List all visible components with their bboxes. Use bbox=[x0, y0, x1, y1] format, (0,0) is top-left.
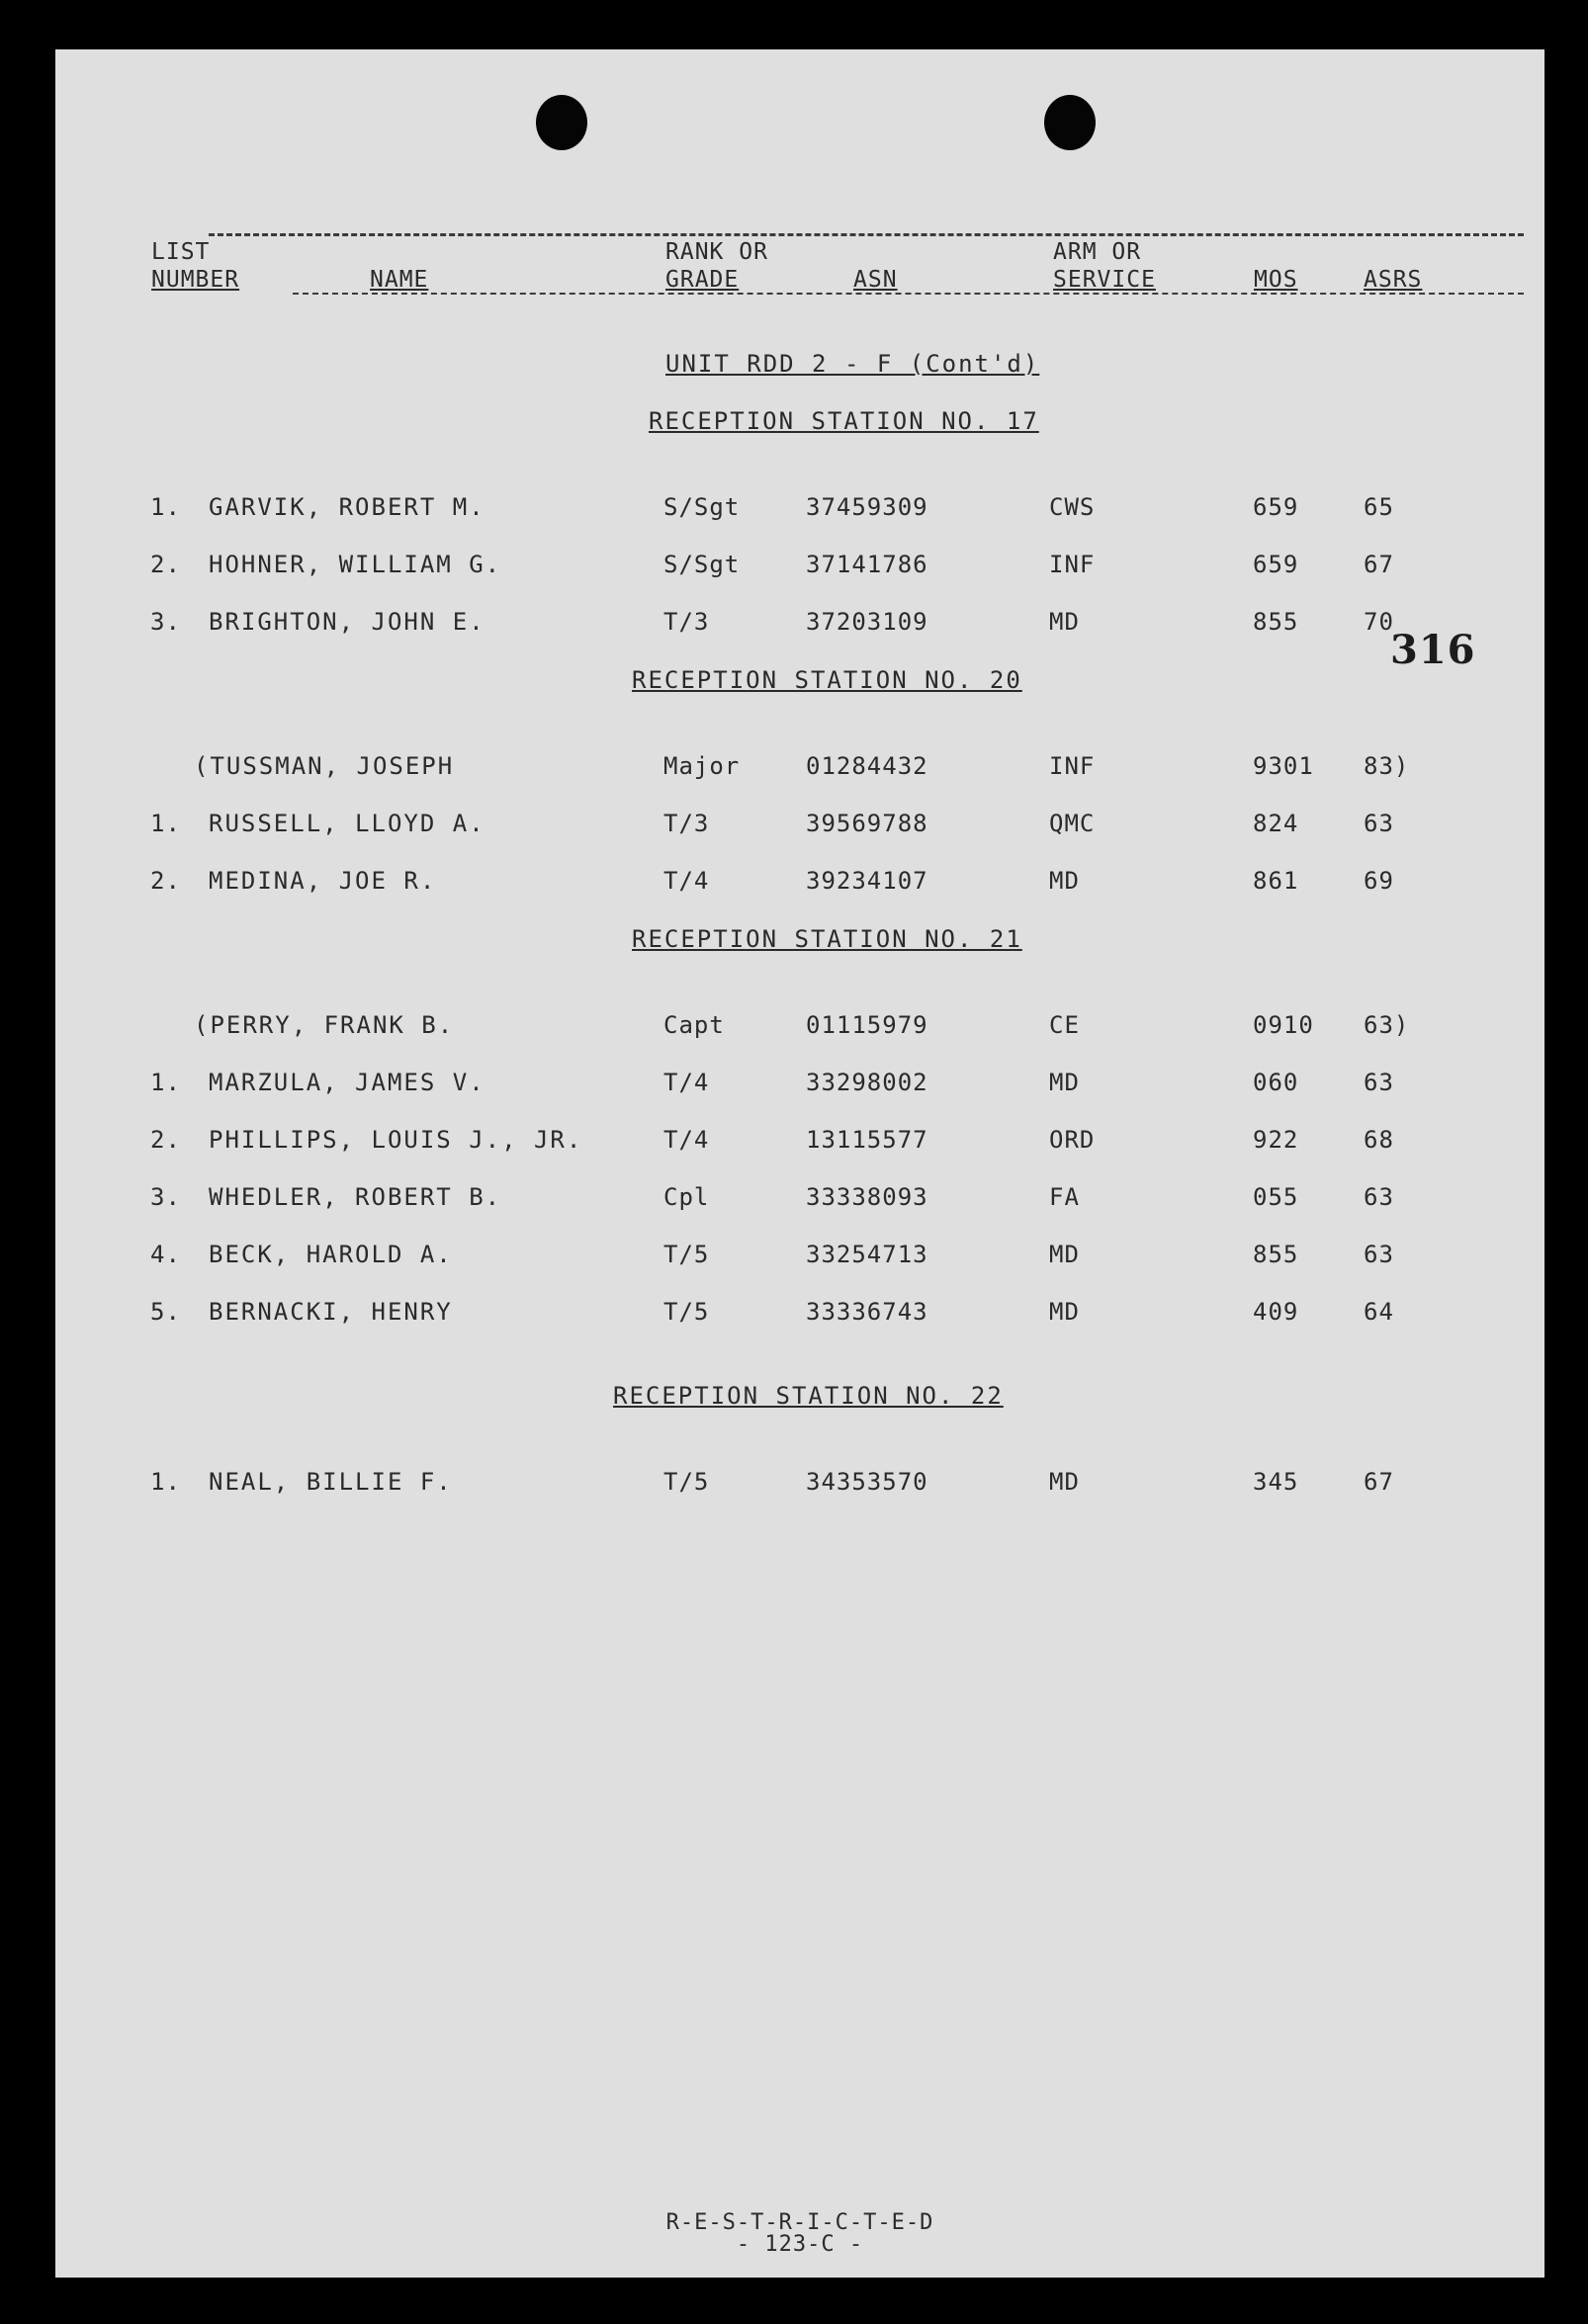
arm-service: FA bbox=[1049, 1183, 1080, 1211]
asrs: 63 bbox=[1364, 1183, 1394, 1211]
name: MARZULA, JAMES V. bbox=[209, 1069, 485, 1096]
asn: 39569788 bbox=[806, 810, 928, 837]
arm-service: QMC bbox=[1049, 810, 1096, 837]
arm-service: MD bbox=[1049, 867, 1080, 895]
header-mos: MOS bbox=[1254, 267, 1298, 293]
list-number: 1. bbox=[150, 1069, 181, 1096]
header-underline-rule bbox=[293, 293, 1524, 295]
rank: T/3 bbox=[663, 608, 710, 636]
header-asrs: ASRS bbox=[1364, 267, 1423, 293]
list-number: 3. bbox=[150, 608, 181, 636]
mos: 861 bbox=[1253, 867, 1299, 895]
asn: 01284432 bbox=[806, 752, 928, 780]
arm-service: MD bbox=[1049, 608, 1080, 636]
table-row bbox=[55, 864, 1544, 898]
asn: 39234107 bbox=[806, 867, 928, 895]
table-row bbox=[55, 1180, 1544, 1214]
rank: T/4 bbox=[663, 867, 710, 895]
header-arm-or: ARM OR bbox=[1053, 239, 1142, 265]
rank: T/5 bbox=[663, 1298, 710, 1326]
name: BRIGHTON, JOHN E. bbox=[209, 608, 485, 636]
list-number: 1. bbox=[150, 493, 181, 521]
name: BERNACKI, HENRY bbox=[209, 1298, 453, 1326]
name: (PERRY, FRANK B. bbox=[194, 1011, 455, 1039]
name: WHEDLER, ROBERT B. bbox=[209, 1183, 502, 1211]
asrs: 70 bbox=[1364, 608, 1394, 636]
unit-title: UNIT RDD 2 - F (Cont'd) bbox=[665, 350, 1040, 378]
name: RUSSELL, LLOYD A. bbox=[209, 810, 485, 837]
table-row bbox=[55, 1008, 1544, 1042]
asrs: 83) bbox=[1364, 752, 1410, 780]
name: GARVIK, ROBERT M. bbox=[209, 493, 485, 521]
name: PHILLIPS, LOUIS J., JR. bbox=[209, 1126, 583, 1154]
mos: 922 bbox=[1253, 1126, 1299, 1154]
arm-service: CE bbox=[1049, 1011, 1080, 1039]
section-title: RECEPTION STATION NO. 17 bbox=[649, 407, 1039, 435]
classification-footer: R-E-S-T-R-I-C-T-E-D bbox=[665, 2210, 934, 2235]
table-row bbox=[55, 1066, 1544, 1099]
header-number: NUMBER bbox=[151, 267, 240, 293]
name: BECK, HAROLD A. bbox=[209, 1241, 453, 1268]
punch-hole-left bbox=[536, 95, 587, 150]
list-number: 1. bbox=[150, 810, 181, 837]
header-dash-rule bbox=[209, 233, 1524, 236]
mos: 055 bbox=[1253, 1183, 1299, 1211]
arm-service: MD bbox=[1049, 1069, 1080, 1096]
header-name: NAME bbox=[370, 267, 429, 293]
rank: T/5 bbox=[663, 1241, 710, 1268]
rank: T/3 bbox=[663, 810, 710, 837]
mos: 659 bbox=[1253, 551, 1299, 578]
asn: 13115577 bbox=[806, 1126, 928, 1154]
mos: 409 bbox=[1253, 1298, 1299, 1326]
punch-hole-right bbox=[1044, 95, 1096, 150]
list-number: 1. bbox=[150, 1468, 181, 1496]
rank: T/4 bbox=[663, 1069, 710, 1096]
table-row bbox=[55, 807, 1544, 840]
table-row bbox=[55, 1295, 1544, 1329]
rank: T/4 bbox=[663, 1126, 710, 1154]
section-title: RECEPTION STATION NO. 21 bbox=[632, 925, 1022, 953]
list-number: 5. bbox=[150, 1298, 181, 1326]
document-page bbox=[55, 49, 1544, 2278]
table-row bbox=[55, 548, 1544, 581]
arm-service: MD bbox=[1049, 1468, 1080, 1496]
header-grade: GRADE bbox=[665, 267, 740, 293]
mos: 855 bbox=[1253, 1241, 1299, 1268]
arm-service: ORD bbox=[1049, 1126, 1096, 1154]
list-number: 2. bbox=[150, 1126, 181, 1154]
arm-service: INF bbox=[1049, 551, 1096, 578]
mos: 824 bbox=[1253, 810, 1299, 837]
page-stamp-number: 316 bbox=[1390, 627, 1476, 673]
table-row bbox=[55, 1123, 1544, 1157]
asn: 01115979 bbox=[806, 1011, 928, 1039]
header-rank-or: RANK OR bbox=[665, 239, 768, 265]
asrs: 63 bbox=[1364, 1069, 1394, 1096]
asrs: 65 bbox=[1364, 493, 1394, 521]
asn: 34353570 bbox=[806, 1468, 928, 1496]
list-number: 4. bbox=[150, 1241, 181, 1268]
arm-service: CWS bbox=[1049, 493, 1096, 521]
list-number: 3. bbox=[150, 1183, 181, 1211]
header-list: LIST bbox=[151, 239, 211, 265]
header-service: SERVICE bbox=[1053, 267, 1156, 293]
asn: 33298002 bbox=[806, 1069, 928, 1096]
asrs: 64 bbox=[1364, 1298, 1394, 1326]
asn: 33254713 bbox=[806, 1241, 928, 1268]
arm-service: INF bbox=[1049, 752, 1096, 780]
arm-service: MD bbox=[1049, 1298, 1080, 1326]
table-row bbox=[55, 1465, 1544, 1499]
mos: 060 bbox=[1253, 1069, 1299, 1096]
asrs: 68 bbox=[1364, 1126, 1394, 1154]
name: NEAL, BILLIE F. bbox=[209, 1468, 453, 1496]
arm-service: MD bbox=[1049, 1241, 1080, 1268]
page-number: - 123-C - bbox=[736, 2232, 864, 2257]
asrs: 63) bbox=[1364, 1011, 1410, 1039]
asn: 37459309 bbox=[806, 493, 928, 521]
table-row bbox=[55, 1238, 1544, 1271]
asrs: 63 bbox=[1364, 1241, 1394, 1268]
asrs: 67 bbox=[1364, 551, 1394, 578]
asrs: 63 bbox=[1364, 810, 1394, 837]
asn: 37203109 bbox=[806, 608, 928, 636]
asrs: 69 bbox=[1364, 867, 1394, 895]
section-title: RECEPTION STATION NO. 20 bbox=[632, 666, 1022, 694]
rank: Capt bbox=[663, 1011, 725, 1039]
section-title: RECEPTION STATION NO. 22 bbox=[613, 1382, 1004, 1410]
table-row bbox=[55, 749, 1544, 783]
list-number: 2. bbox=[150, 867, 181, 895]
name: (TUSSMAN, JOSEPH bbox=[194, 752, 455, 780]
mos: 0910 bbox=[1253, 1011, 1314, 1039]
mos: 855 bbox=[1253, 608, 1299, 636]
rank: T/5 bbox=[663, 1468, 710, 1496]
table-row bbox=[55, 490, 1544, 524]
asrs: 67 bbox=[1364, 1468, 1394, 1496]
list-number: 2. bbox=[150, 551, 181, 578]
asn: 37141786 bbox=[806, 551, 928, 578]
rank: Major bbox=[663, 752, 741, 780]
asn: 33336743 bbox=[806, 1298, 928, 1326]
asn: 33338093 bbox=[806, 1183, 928, 1211]
name: MEDINA, JOE R. bbox=[209, 867, 437, 895]
rank: S/Sgt bbox=[663, 551, 741, 578]
table-row bbox=[55, 605, 1544, 639]
mos: 345 bbox=[1253, 1468, 1299, 1496]
header-asn: ASN bbox=[853, 267, 898, 293]
mos: 659 bbox=[1253, 493, 1299, 521]
rank: S/Sgt bbox=[663, 493, 741, 521]
mos: 9301 bbox=[1253, 752, 1314, 780]
name: HOHNER, WILLIAM G. bbox=[209, 551, 502, 578]
rank: Cpl bbox=[663, 1183, 710, 1211]
